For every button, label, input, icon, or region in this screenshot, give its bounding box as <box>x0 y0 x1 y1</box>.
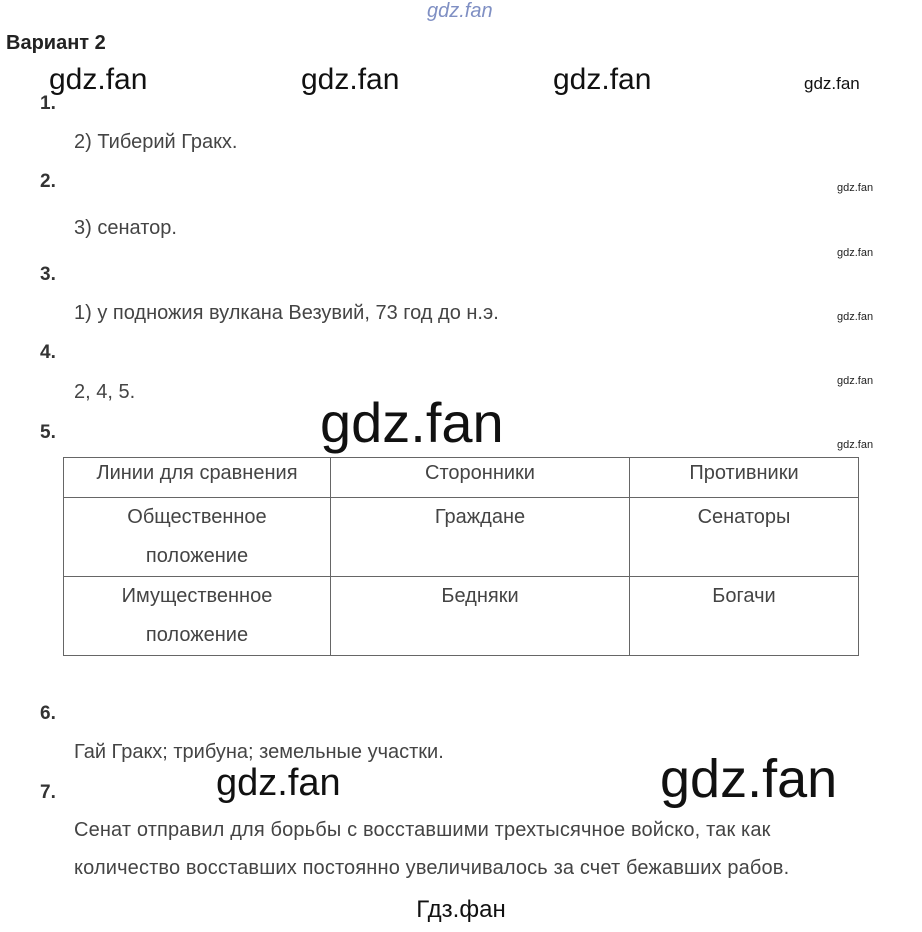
question-number: 7. <box>40 782 56 803</box>
table-row <box>64 498 859 577</box>
table-cell <box>64 577 331 656</box>
table-cell: Богачи <box>630 577 859 656</box>
watermark: gdz.fan <box>837 247 874 259</box>
watermark: gdz.fan <box>301 63 400 96</box>
question-number: 2. <box>40 171 56 192</box>
answer-text: 2, 4, 5. <box>74 381 136 403</box>
page-title: Вариант 2 <box>6 32 106 54</box>
table-cell: Бедняки <box>331 577 630 656</box>
cell-line: положение <box>145 624 249 646</box>
table-header-cell: Противники <box>630 458 859 498</box>
question-number: 4. <box>40 342 56 363</box>
table-cell <box>64 498 331 577</box>
table-row <box>64 577 859 656</box>
watermark-top: gdz.fan <box>427 0 493 22</box>
footer-watermark: Гдз.фан <box>416 896 506 923</box>
question-number: 1. <box>40 93 56 114</box>
watermark: gdz.fan <box>804 74 860 93</box>
answer-text-line: Сенат отправил для борьбы с восставшими трехтысячное войско, так как <box>74 819 771 841</box>
answer-text: 2) Тиберий Гракх. <box>74 131 238 153</box>
question-number: 3. <box>40 264 56 285</box>
table-cell: Граждане <box>331 498 630 577</box>
watermark: gdz.fan <box>837 439 874 451</box>
watermark: gdz.fan <box>320 391 504 454</box>
cell-line: Имущественное <box>121 585 273 607</box>
answer-text: 1) у подножия вулкана Везувий, 73 год до н.э. <box>74 302 499 324</box>
answer-text-line: количество восставших постоянно увеличивалось за счет бежавших рабов. <box>74 857 790 879</box>
watermark: gdz.fan <box>216 762 341 804</box>
answer-text: 3) сенатор. <box>74 217 177 239</box>
watermark: gdz.fan <box>837 182 874 194</box>
table-header-cell: Сторонники <box>331 458 630 498</box>
watermark: gdz.fan <box>553 63 652 96</box>
cell-line: Общественное <box>127 506 267 528</box>
question-number: 5. <box>40 422 56 443</box>
watermark: gdz.fan <box>837 311 874 323</box>
watermark: gdz.fan <box>49 63 148 96</box>
watermark: gdz.fan <box>837 375 874 387</box>
table-cell: Сенаторы <box>630 498 859 577</box>
comparison-table <box>63 457 859 656</box>
watermark: gdz.fan <box>660 749 838 809</box>
cell-line: положение <box>145 545 249 567</box>
question-number: 6. <box>40 703 56 724</box>
table-header-row <box>64 458 859 498</box>
answer-text: Гай Гракх; трибуна; земельные участки. <box>74 741 444 763</box>
table-header-cell: Линии для сравнения <box>64 458 331 498</box>
